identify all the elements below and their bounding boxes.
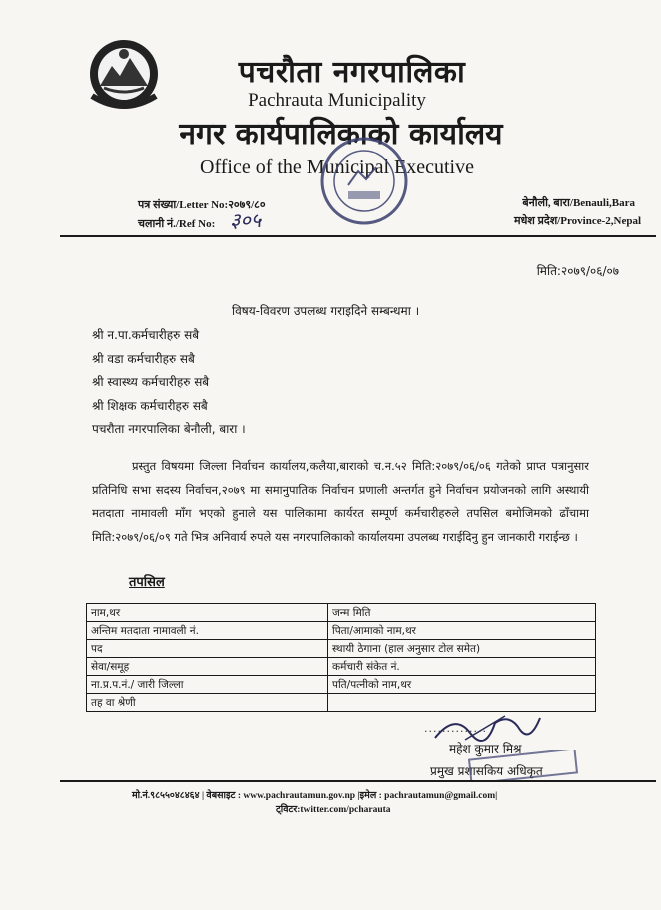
letter-subject: विषय-विवरण उपलब्ध गराइदिने सम्बन्धमा । (232, 304, 420, 318)
table-cell: जन्म मिति (328, 604, 596, 622)
recipient-item: श्री वडा कर्मचारीहरु सबै (92, 351, 195, 366)
table-cell: नाम,थर (87, 604, 328, 622)
municipality-emblem-icon (86, 36, 162, 112)
recipient-item: पचरौता नगरपालिका बेनौली, बारा । (92, 422, 246, 436)
table-cell: ना.प्र.प.नं./ जारी जिल्ला (87, 676, 328, 694)
address-line-1: बेनौली, बारा/Benauli,Bara (522, 197, 635, 209)
table-row (87, 604, 596, 622)
table-row (87, 676, 596, 694)
office-name-nepali: नगर कार्यपालिकाको कार्यालय (179, 117, 503, 152)
recipient-item: श्री स्वास्थ्य कर्मचारीहरु सबै (92, 375, 210, 389)
letter-number: पत्र संख्या/Letter No:२०७९/८० (138, 199, 266, 211)
table-cell: सेवा/समूह (87, 658, 328, 676)
details-table (86, 603, 596, 712)
footer-contact: मो.नं.९८५५०४८४६४ | वेबसाइट : www.pachrautamun.gov.np |इमेल : pachrautamun@gmail.com| (132, 791, 498, 801)
address-line-2: मधेश प्रदेश/Province-2,Nepal (514, 215, 641, 227)
office-name-english: Office of the Municipal Executive (200, 156, 474, 178)
table-cell: तह वा श्रेणी (87, 694, 328, 712)
header-divider (60, 235, 656, 237)
letter-body: प्रस्तुत विषयमा जिल्ला निर्वाचन कार्यालय,कलैया,बाराको च.न.५२ मिति:२०७९/०६/०६ गतेको प्राप्त पत्रानुसार प्रतिनिधि सभा सदस्य निर्वाचन,२०७९ मा समानुपातिक निर्वाचन प्रणाली अन्तर्गत हुने निर्वाचन प्रयोजनको लागि अस्थायी मतदाता नामावली माँग भएको हुनाले यस पालिकामा कार्यरत सम्पूर्ण कर्मचारीहरुले तपसिल बमोजिमको ढाँचामा मिति:२०७९/०६/०९ गते भित्र अनिवार्य रुपले यस नगरपालिकाको कार्यालयमा उपलब्ध गराईदिनु हुन जानकारी गराईन्छ । (92, 459, 589, 544)
signature-stamp-icon (468, 750, 578, 782)
org-name-nepali: पचरौता नगरपालिका (238, 55, 466, 90)
letter-date: मिति:२०७९/०६/०७ (536, 264, 619, 278)
table-cell: अन्तिम मतदाता नामावली नं. (87, 622, 328, 640)
table-row (87, 658, 596, 676)
annex-title: तपसिल (129, 575, 165, 590)
table-cell: पिता/आमाको नाम,थर (328, 622, 596, 640)
table-row (87, 640, 596, 658)
table-cell: पद (87, 640, 328, 658)
signatory-title: प्रमुख प्रशासकिय अधिकृत (430, 764, 543, 778)
footer-twitter: ट्विटर:twitter.com/pcharauta (276, 805, 391, 815)
recipient-item: श्री न.पा.कर्मचारीहरु सबै (92, 328, 200, 342)
reference-number-handwritten: ३०५ (230, 208, 262, 232)
table-cell: स्थायी ठेगाना (हाल अनुसार टोल समेत) (328, 640, 596, 658)
org-name-english: Pachrauta Municipality (248, 90, 426, 111)
footer-divider (60, 780, 656, 782)
recipient-item: श्री शिक्षक कर्मचारीहरु सबै (92, 398, 208, 413)
recipient-list (92, 324, 246, 442)
reference-number-label: चलानी नं./Ref No: (138, 218, 216, 230)
official-stamp-icon (318, 135, 410, 227)
signature-line: .............. (424, 722, 487, 735)
table-cell: पति/पत्नीको नाम,थर (328, 676, 596, 694)
table-cell: कर्मचारी संकेत नं. (328, 658, 596, 676)
table-row (87, 622, 596, 640)
signatory-name: महेश कुमार मिश्र (449, 742, 522, 756)
